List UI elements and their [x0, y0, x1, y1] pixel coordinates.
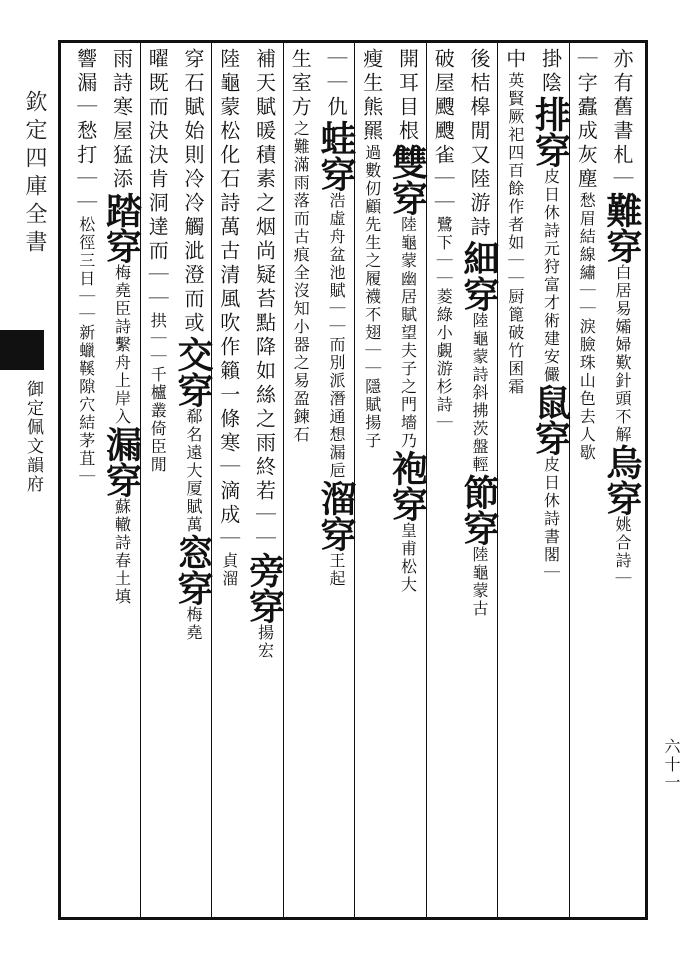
text-column-lead: 掛陰 [538, 48, 563, 96]
headword: 交穿 [172, 336, 214, 408]
annotation: 鷺下｜｜菱綠小覷游 [434, 216, 454, 378]
annotation: 厨篦破竹囷霜 [505, 288, 525, 396]
annotation: 梅堯臣詩繫舟上岸入 [112, 264, 132, 426]
text-column-lead: 瘦生熊羆 [359, 48, 384, 144]
annotation: 浩虛舟盆池賦｜｜而別派潛通想漏巵 [327, 192, 346, 480]
headword: 雙穿 [386, 144, 429, 216]
text-column-lead: 破屋颼颼雀｜｜ [431, 48, 456, 216]
text-column-lead: 陸龜蒙松化石詩萬古清風吹作籟一條寒｜滴成｜ [216, 48, 241, 552]
annotation: 皮日休詩元狩富才術建安儼 [541, 168, 561, 384]
column-rule [211, 40, 212, 920]
text-column [497, 48, 533, 913]
annotation: 過數仞顧先生之履襪不翅｜｜ [362, 144, 382, 378]
annotation: 陸龜蒙古 [470, 546, 489, 618]
annotation: 王起 [327, 552, 346, 588]
text-column-lead: 生室方 [288, 48, 313, 120]
annotation: 梅堯 [184, 606, 203, 642]
text-column [601, 48, 643, 913]
text-column [569, 48, 605, 913]
headword: 難穿 [601, 192, 643, 264]
left-margin [0, 40, 56, 920]
annotation: 陸龜蒙幽居賦望夫子之門墻乃 [398, 216, 418, 450]
annotation: 郗名遠大厦賦萬 [184, 408, 203, 534]
text-column [172, 48, 214, 913]
annotation: 皮日休詩書閣｜ [541, 456, 561, 582]
annotation: 臣閒 [148, 438, 168, 474]
text-column-lead: 曜既而決決肯洞達而｜｜ [145, 48, 170, 312]
annotation: 拱｜｜千櫨叢倚 [148, 312, 168, 438]
text-column [140, 48, 176, 913]
headword: 旁穿 [243, 552, 286, 624]
headword: 細穿 [458, 240, 500, 312]
annotation: 白居易孀婦歎針頭不解 [613, 264, 632, 444]
text-column [529, 48, 572, 913]
headword: 袍穿 [386, 450, 429, 522]
headword: 烏穿 [601, 444, 643, 516]
text-column [426, 48, 462, 913]
fish-tail-mark [0, 330, 44, 370]
text-column-lead: 開耳目根 [395, 48, 420, 144]
headword: 窓穿 [172, 534, 214, 606]
annotation: 隱賦揚子 [362, 378, 382, 450]
annotation: 杉詩｜ [434, 378, 454, 432]
headword: 踏穿 [100, 192, 143, 264]
annotation: 揚宏 [255, 624, 275, 660]
text-column-lead: 響漏｜愁打｜｜ [73, 48, 98, 216]
text-column-lead: ｜｜仇 [324, 48, 348, 120]
text-column [386, 48, 429, 913]
annotation: 鍊石 [291, 408, 311, 444]
text-column-lead: 穿石賦始則冷冷觸泚澄而或 [181, 48, 205, 336]
headword: 鼠穿 [529, 384, 572, 456]
text-column-lead: ｜字蠹成灰塵 [574, 48, 599, 192]
annotation: 隙穴結茅苴｜ [76, 378, 96, 486]
annotation: 松徑三日｜｜新蠟鞵 [76, 216, 96, 378]
text-column [315, 48, 357, 913]
annotation: 蘇轍詩春土填 [112, 498, 132, 606]
running-title: 欽定四庫全書 [22, 90, 47, 258]
text-column [354, 48, 390, 913]
headword: 節穿 [458, 474, 500, 546]
headword: 排穿 [529, 96, 572, 168]
text-column-lead: 亦有舊書札｜ [610, 48, 634, 192]
text-column [243, 48, 286, 913]
column-rule [569, 40, 570, 920]
text-column-lead: 中 [502, 48, 527, 72]
annotation: 山色去人歇 [577, 372, 597, 462]
headword: 蛙穿 [315, 120, 357, 192]
annotation: 英賢厥祀四百餘作者如｜｜ [505, 72, 525, 288]
text-column [68, 48, 104, 913]
text-column [283, 48, 319, 913]
text-column [458, 48, 500, 913]
text-column-lead: 雨詩寒屋猛添 [109, 48, 134, 192]
annotation: 陸龜蒙詩斜拂茨盤輕 [470, 312, 489, 474]
text-column [211, 48, 247, 913]
column-rule [283, 40, 284, 920]
annotation: 皇甫松大 [398, 522, 418, 594]
text-column-lead: 補天賦暖積素之烟尚疑苔點降如絲之雨終若｜｜ [252, 48, 277, 552]
text-column [100, 48, 143, 913]
book-title: 御定佩文韻府 [23, 380, 43, 494]
page-number: 六十一 [662, 738, 681, 792]
annotation: 之難滿雨落而古痕全沒知小器之易盈 [291, 120, 311, 408]
annotation: 愁眉結線繡｜｜淚臉珠 [577, 192, 597, 372]
text-column-lead: 後桔槔閒又陸游詩 [467, 48, 491, 240]
annotation: 姚合詩｜ [613, 516, 632, 588]
annotation: 貞溜 [219, 552, 239, 588]
headword: 溜穿 [315, 480, 357, 552]
headword: 漏穿 [100, 426, 143, 498]
